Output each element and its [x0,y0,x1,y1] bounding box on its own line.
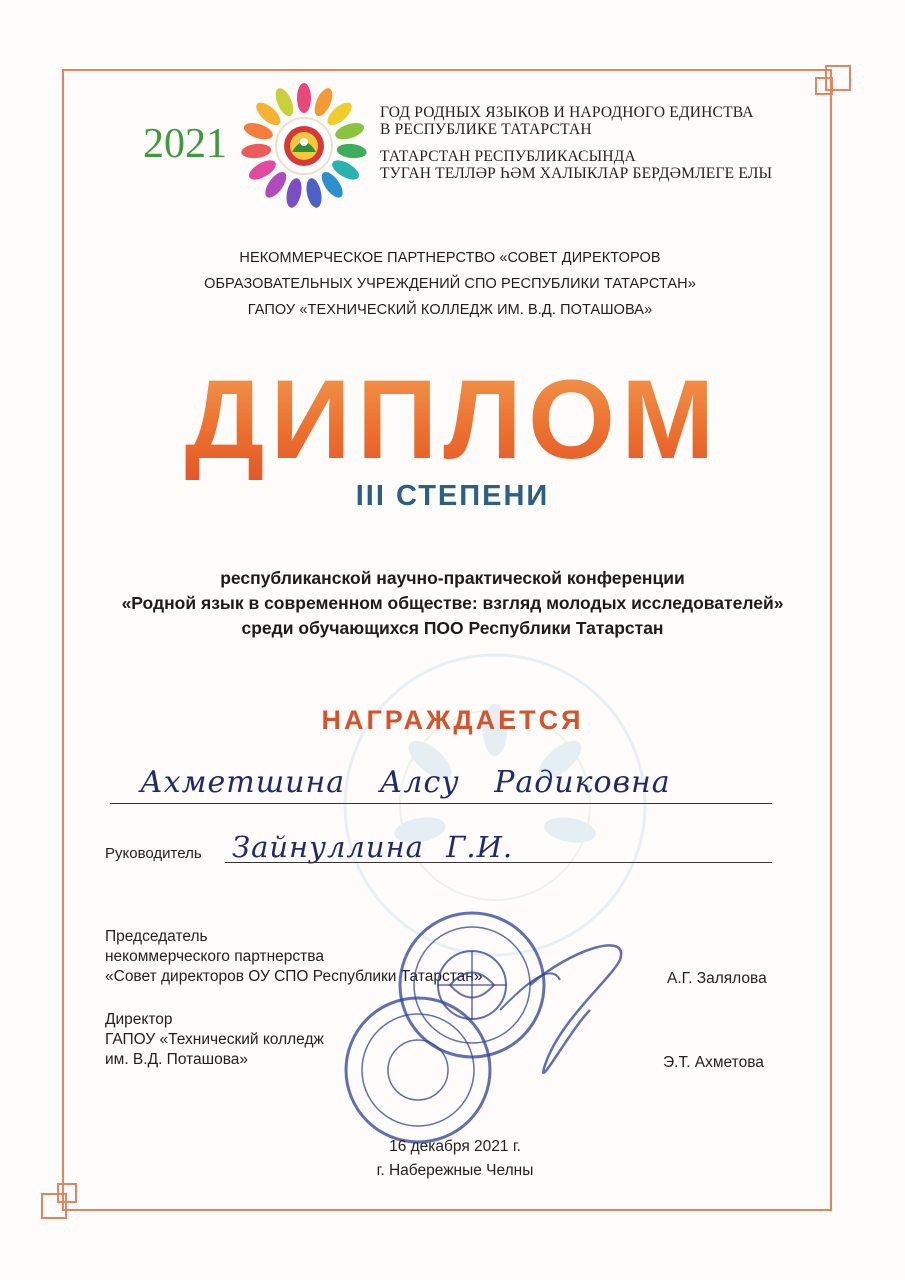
diploma-degree: III СТЕПЕНИ [355,480,550,512]
theme-line-ru-1: ГОД РОДНЫХ ЯЗЫКОВ И НАРОДНОГО ЕДИНСТВА [380,104,754,121]
year-label: 2021 [143,121,227,167]
official-stamps [330,890,650,1180]
chairman-name: А.Г. Залялова [667,970,767,987]
director-line: им. В.Д. Поташова» [105,1051,249,1068]
conference-line: «Родной язык в современном обществе: взгляд молодых исследователей» [121,593,784,613]
director-name: Э.Т. Ахметова [663,1054,764,1071]
year-theme-text [380,104,772,182]
theme-line-tt-2: ТУГАН ТЕЛЛӘР ҺӘМ ХАЛЫКЛАР БЕРДӘМЛЕГЕ ЕЛЫ [380,165,773,182]
supervisor-name-handwritten: Зайнуллина Г.И. [232,830,514,864]
organizer-line: ОБРАЗОВАТЕЛЬНЫХ УЧРЕЖДЕНИЙ СПО РЕСПУБЛИКИ ТАТАРСТАН» [204,276,696,292]
year-of-languages-emblem [240,82,368,210]
chairman-line: некоммерческого партнерства [105,948,324,965]
conference-line: среди обучающихся ПОО Республики Татарстан [241,618,664,638]
recipient-name-handwritten: Ахметшина Алсу Радиковна [140,765,671,800]
awarded-heading: НАГРАЖДАЕТСЯ [321,705,584,735]
conference-line: республиканской научно-практической конференции [220,568,685,588]
corner-ornament-top-right [812,64,852,104]
supervisor-underline [225,862,772,863]
chairman-line: Председатель [105,928,208,945]
chairman-line: «Совет директоров ОУ СПО Республики Татарстан» [105,968,483,985]
organizer-line: НЕКОММЕРЧЕСКОЕ ПАРТНЕРСТВО «СОВЕТ ДИРЕКТОРОВ [239,250,661,266]
conference-description [60,566,845,641]
diploma-title: ДИПЛОМ [100,360,805,480]
issue-date: 16 декабря 2021 г. [389,1138,521,1155]
director-line: Директор [105,1011,173,1028]
recipient-underline [110,803,772,804]
director-line: ГАПОУ «Технический колледж [105,1031,324,1048]
organizers-block [120,245,780,323]
organizer-line: ГАПОУ «ТЕХНИЧЕСКИЙ КОЛЛЕДЖ ИМ. В.Д. ПОТАШОВА» [247,302,653,318]
theme-line-ru-2: В РЕСПУБЛИКЕ ТАТАРСТАН [380,121,592,138]
theme-line-tt-1: ТАТАРСТАН РЕСПУБЛИКАСЫНДА [380,148,636,165]
supervisor-label: Руководитель [105,845,202,862]
issue-city: г. Набережные Челны [376,1162,534,1179]
director-block [105,1010,324,1070]
corner-ornament-bottom-left [40,1180,82,1222]
